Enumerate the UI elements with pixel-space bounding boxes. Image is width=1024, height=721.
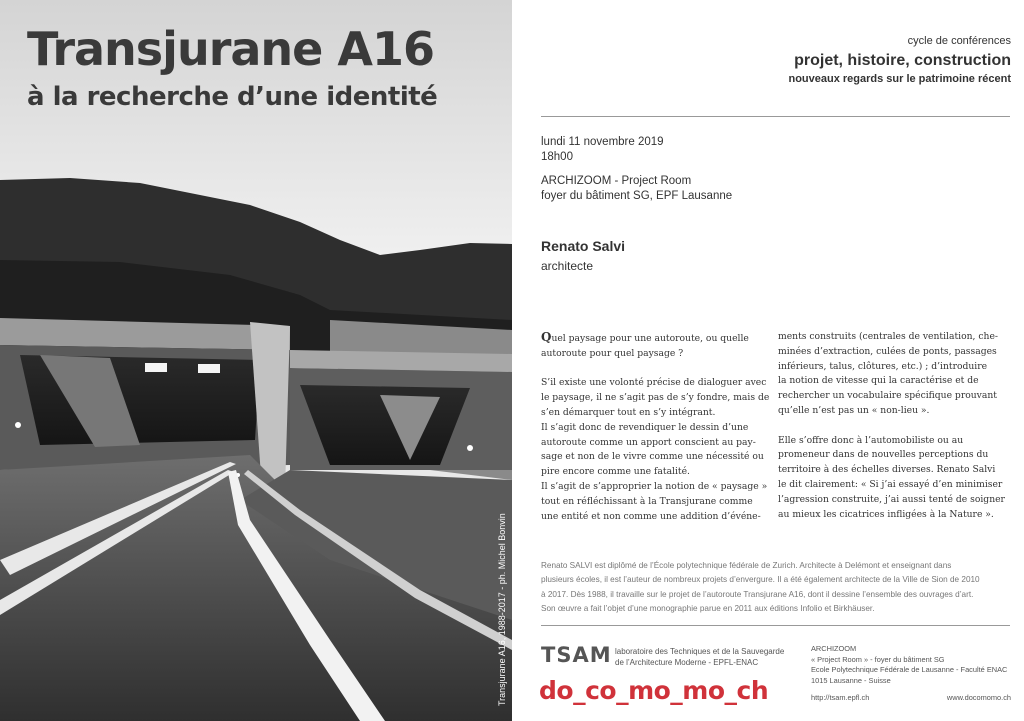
body-line: qu’elle n’est pas un « non-lieu ». xyxy=(778,404,930,416)
body-line: S’il existe une volonté précise de dialoguer avec xyxy=(541,377,767,389)
body-line: le dit clairement: « Si j’ai essayé d’en minimiser xyxy=(778,478,1003,490)
body-column-1 xyxy=(541,330,770,524)
speaker-name: Renato Salvi xyxy=(541,238,626,254)
info-panel xyxy=(512,0,1024,721)
top-divider xyxy=(541,116,1010,117)
photo-credit: Transjurane A16, 1988-2017 - ph. Michel Bonvin xyxy=(497,513,507,706)
event-details xyxy=(541,135,732,204)
body-line: une entité et non comme une addition d’événe- xyxy=(541,510,761,522)
drop-cap: Q xyxy=(541,330,552,344)
event-venue-line2: foyer du bâtiment SG, EPF Lausanne xyxy=(541,190,733,202)
event-time: 18h00 xyxy=(541,151,573,163)
body-line: rechercher un vocabulaire spécifique prouvant xyxy=(778,390,997,402)
cycle-subtitle: nouveaux regards sur le patrimoine récent xyxy=(788,73,1011,85)
body-line: ments construits (centrales de ventilation, che- xyxy=(778,331,998,342)
intro-line: autoroute pour quel paysage ? xyxy=(541,347,684,359)
body-line: inférieurs, talus, clôtures, etc.) ; d’introduire xyxy=(778,360,988,372)
tsam-description: laboratoire des Techniques et de la Sauvegarde de l’Architecture Moderne - EPFL-ENAC xyxy=(615,647,785,667)
tsam-logo: TSAM xyxy=(541,643,612,667)
event-venue-line1: ARCHIZOOM - Project Room xyxy=(541,175,692,187)
body-line: Il s’agit de s’approprier la notion de « paysage » xyxy=(541,480,768,492)
body-line: sage et non de le vivre comme une nécessité ou xyxy=(541,451,764,463)
poster-title: Transjurane A16 xyxy=(27,22,434,76)
intro-line: Quel paysage pour une autoroute, ou quelle xyxy=(541,330,749,344)
body-line: l’agression construite, j’ai aussi tenté de soigner xyxy=(778,493,1005,505)
bio-line: plusieurs écoles, il est l’auteur de nombreux projets d’envergure. Il a été également architecte de la Ville de Sion de 2010 xyxy=(541,575,980,585)
body-line: Elle s’offre donc à l’automobiliste ou au xyxy=(778,434,964,446)
body-line: le paysage, il ne s’agit pas de s’y fondre, mais de xyxy=(541,392,770,404)
bio-line: à 2017. Dès 1988, il travaille sur le projet de l’autoroute Transjurane A16, dont il dessine l’ensemble des ouvrages d’art. xyxy=(541,589,974,599)
cycle-label: cycle de conférences xyxy=(907,35,1011,47)
body-line: territoire à des échelles diverses. Renato Salvi xyxy=(778,464,996,476)
archizoom-address: ARCHIZOOM « Project Room » - foyer du bâtiment SG Ecole Polytechnique Fédérale de Lausanne - Faculté ENAC 1015 Lausanne - Suisse xyxy=(811,644,1008,685)
body-line: s’en démarquer tout en s’y intégrant. xyxy=(541,406,716,418)
bio-line: Son œuvre a fait l’objet d’une monographie parue en 2011 aux éditions Infolio et Birkhäuser. xyxy=(541,604,875,614)
tsam-url[interactable]: http://tsam.epfl.ch xyxy=(811,693,870,702)
body-line: minées d’extraction, culées de ponts, passages xyxy=(778,345,997,357)
speaker-role: architecte xyxy=(541,259,594,273)
body-line: au mieux les cicatrices infligées à la Nature ». xyxy=(778,508,994,520)
body-line: tout en réfléchissant à la Transjurane comme xyxy=(541,495,753,507)
event-date: lundi 11 novembre 2019 xyxy=(541,136,664,148)
body-line: la notion de vitesse qui la caractérise et de xyxy=(778,375,979,387)
body-line: Il s’agit donc de revendiquer le dessin d’une xyxy=(541,421,749,433)
bottom-divider xyxy=(541,625,1010,626)
body-line: promeneur dans de nouvelles perceptions du xyxy=(778,449,989,461)
body-column-2 xyxy=(778,330,1005,522)
docomomo-url[interactable]: www.docomomo.ch xyxy=(946,693,1011,702)
cycle-title: projet, histoire, construction xyxy=(794,52,1011,69)
bio-line: Renato SALVI est diplômé de l’École polytechnique fédérale de Zurich. Architecte à Delémont et enseignant dans xyxy=(541,561,952,570)
body-line: pire encore comme une fatalité. xyxy=(541,466,690,478)
poster-subtitle: à la recherche d’une identité xyxy=(27,82,438,112)
body-line: autoroute comme un apport conscient au pay- xyxy=(541,436,756,448)
speaker-bio xyxy=(541,559,1011,617)
docomomo-logo: do_co_mo_mo_ch xyxy=(539,676,769,705)
